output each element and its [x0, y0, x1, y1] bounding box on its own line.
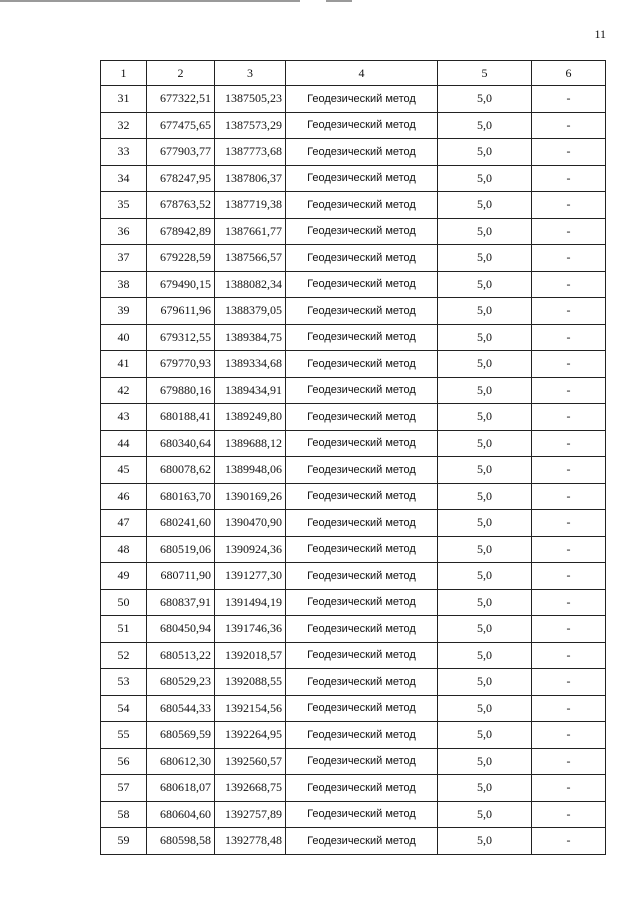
method-cell: Геодезический метод — [286, 589, 438, 616]
x-coordinate-cell: 679880,16 — [147, 377, 215, 404]
accuracy-cell: 5,0 — [438, 722, 532, 749]
accuracy-cell: 5,0 — [438, 828, 532, 855]
point-number-cell: 44 — [101, 430, 147, 457]
x-coordinate-cell: 679611,96 — [147, 298, 215, 325]
x-coordinate-cell: 678247,95 — [147, 165, 215, 192]
x-coordinate-cell: 680163,70 — [147, 483, 215, 510]
y-coordinate-cell: 1389434,91 — [215, 377, 286, 404]
point-number-cell: 57 — [101, 775, 147, 802]
note-cell: - — [532, 324, 606, 351]
method-cell: Геодезический метод — [286, 218, 438, 245]
y-coordinate-cell: 1390924,36 — [215, 536, 286, 563]
table-row — [101, 642, 606, 669]
y-coordinate-cell: 1389334,68 — [215, 351, 286, 378]
note-cell: - — [532, 589, 606, 616]
note-cell: - — [532, 457, 606, 484]
table-row — [101, 536, 606, 563]
accuracy-cell: 5,0 — [438, 165, 532, 192]
header-row — [101, 61, 606, 86]
note-cell: - — [532, 695, 606, 722]
method-cell: Геодезический метод — [286, 139, 438, 166]
accuracy-cell: 5,0 — [438, 271, 532, 298]
table-row — [101, 218, 606, 245]
x-coordinate-cell: 680837,91 — [147, 589, 215, 616]
x-coordinate-cell: 680519,06 — [147, 536, 215, 563]
y-coordinate-cell: 1389249,80 — [215, 404, 286, 431]
x-coordinate-cell: 680544,33 — [147, 695, 215, 722]
method-cell: Геодезический метод — [286, 457, 438, 484]
accuracy-cell: 5,0 — [438, 695, 532, 722]
x-coordinate-cell: 677903,77 — [147, 139, 215, 166]
note-cell: - — [532, 165, 606, 192]
y-coordinate-cell: 1389688,12 — [215, 430, 286, 457]
point-number-cell: 55 — [101, 722, 147, 749]
method-cell: Геодезический метод — [286, 748, 438, 775]
y-coordinate-cell: 1392018,57 — [215, 642, 286, 669]
y-coordinate-cell: 1391746,36 — [215, 616, 286, 643]
note-cell: - — [532, 86, 606, 113]
point-number-cell: 45 — [101, 457, 147, 484]
note-cell: - — [532, 828, 606, 855]
point-number-cell: 33 — [101, 139, 147, 166]
note-cell: - — [532, 563, 606, 590]
accuracy-cell: 5,0 — [438, 483, 532, 510]
accuracy-cell: 5,0 — [438, 377, 532, 404]
point-number-cell: 32 — [101, 112, 147, 139]
note-cell: - — [532, 218, 606, 245]
method-cell: Геодезический метод — [286, 722, 438, 749]
column-header-3: 3 — [215, 61, 286, 86]
point-number-cell: 37 — [101, 245, 147, 272]
accuracy-cell: 5,0 — [438, 139, 532, 166]
table-row — [101, 86, 606, 113]
x-coordinate-cell: 680188,41 — [147, 404, 215, 431]
x-coordinate-cell: 678763,52 — [147, 192, 215, 219]
y-coordinate-cell: 1387566,57 — [215, 245, 286, 272]
accuracy-cell: 5,0 — [438, 112, 532, 139]
page-number: 11 — [594, 27, 606, 41]
point-number-cell: 38 — [101, 271, 147, 298]
y-coordinate-cell: 1392778,48 — [215, 828, 286, 855]
table-row — [101, 271, 606, 298]
method-cell: Геодезический метод — [286, 801, 438, 828]
note-cell: - — [532, 642, 606, 669]
point-number-cell: 47 — [101, 510, 147, 537]
method-cell: Геодезический метод — [286, 377, 438, 404]
point-number-cell: 54 — [101, 695, 147, 722]
accuracy-cell: 5,0 — [438, 642, 532, 669]
y-coordinate-cell: 1390169,26 — [215, 483, 286, 510]
method-cell: Геодезический метод — [286, 298, 438, 325]
method-cell: Геодезический метод — [286, 192, 438, 219]
accuracy-cell: 5,0 — [438, 536, 532, 563]
accuracy-cell: 5,0 — [438, 298, 532, 325]
accuracy-cell: 5,0 — [438, 748, 532, 775]
table-row — [101, 298, 606, 325]
table-row — [101, 695, 606, 722]
accuracy-cell: 5,0 — [438, 351, 532, 378]
method-cell: Геодезический метод — [286, 245, 438, 272]
y-coordinate-cell: 1389948,06 — [215, 457, 286, 484]
table-row — [101, 112, 606, 139]
point-number-cell: 39 — [101, 298, 147, 325]
table-row — [101, 801, 606, 828]
note-cell: - — [532, 404, 606, 431]
y-coordinate-cell: 1391494,19 — [215, 589, 286, 616]
table-row — [101, 430, 606, 457]
table-row — [101, 563, 606, 590]
x-coordinate-cell: 680529,23 — [147, 669, 215, 696]
note-cell: - — [532, 192, 606, 219]
x-coordinate-cell: 680618,07 — [147, 775, 215, 802]
point-number-cell: 46 — [101, 483, 147, 510]
x-coordinate-cell: 677322,51 — [147, 86, 215, 113]
method-cell: Геодезический метод — [286, 271, 438, 298]
method-cell: Геодезический метод — [286, 695, 438, 722]
x-coordinate-cell: 679228,59 — [147, 245, 215, 272]
point-number-cell: 31 — [101, 86, 147, 113]
method-cell: Геодезический метод — [286, 536, 438, 563]
accuracy-cell: 5,0 — [438, 218, 532, 245]
point-number-cell: 52 — [101, 642, 147, 669]
table-row — [101, 775, 606, 802]
note-cell: - — [532, 510, 606, 537]
x-coordinate-cell: 680241,60 — [147, 510, 215, 537]
point-number-cell: 58 — [101, 801, 147, 828]
table-row — [101, 722, 606, 749]
column-header-5: 5 — [438, 61, 532, 86]
table-row — [101, 589, 606, 616]
table-row — [101, 165, 606, 192]
method-cell: Геодезический метод — [286, 404, 438, 431]
note-cell: - — [532, 669, 606, 696]
accuracy-cell: 5,0 — [438, 616, 532, 643]
x-coordinate-cell: 680513,22 — [147, 642, 215, 669]
method-cell: Геодезический метод — [286, 324, 438, 351]
point-number-cell: 34 — [101, 165, 147, 192]
table-row — [101, 192, 606, 219]
x-coordinate-cell: 680340,64 — [147, 430, 215, 457]
note-cell: - — [532, 245, 606, 272]
y-coordinate-cell: 1387661,77 — [215, 218, 286, 245]
table-row — [101, 377, 606, 404]
accuracy-cell: 5,0 — [438, 775, 532, 802]
method-cell: Геодезический метод — [286, 351, 438, 378]
method-cell: Геодезический метод — [286, 616, 438, 643]
x-coordinate-cell: 679490,15 — [147, 271, 215, 298]
column-header-4: 4 — [286, 61, 438, 86]
point-number-cell: 40 — [101, 324, 147, 351]
method-cell: Геодезический метод — [286, 510, 438, 537]
column-header-2: 2 — [147, 61, 215, 86]
method-cell: Геодезический метод — [286, 165, 438, 192]
x-coordinate-cell: 680604,60 — [147, 801, 215, 828]
accuracy-cell: 5,0 — [438, 563, 532, 590]
scan-top-rule — [0, 0, 300, 2]
method-cell: Геодезический метод — [286, 642, 438, 669]
point-number-cell: 59 — [101, 828, 147, 855]
scan-top-rule-fragment — [326, 0, 352, 2]
method-cell: Геодезический метод — [286, 86, 438, 113]
accuracy-cell: 5,0 — [438, 457, 532, 484]
x-coordinate-cell: 680078,62 — [147, 457, 215, 484]
y-coordinate-cell: 1392154,56 — [215, 695, 286, 722]
y-coordinate-cell: 1387505,23 — [215, 86, 286, 113]
accuracy-cell: 5,0 — [438, 245, 532, 272]
note-cell: - — [532, 775, 606, 802]
table-row — [101, 245, 606, 272]
y-coordinate-cell: 1392088,55 — [215, 669, 286, 696]
y-coordinate-cell: 1389384,75 — [215, 324, 286, 351]
note-cell: - — [532, 377, 606, 404]
point-number-cell: 53 — [101, 669, 147, 696]
method-cell: Геодезический метод — [286, 828, 438, 855]
x-coordinate-cell: 680711,90 — [147, 563, 215, 590]
note-cell: - — [532, 722, 606, 749]
column-header-6: 6 — [532, 61, 606, 86]
y-coordinate-cell: 1390470,90 — [215, 510, 286, 537]
y-coordinate-cell: 1392668,75 — [215, 775, 286, 802]
note-cell: - — [532, 351, 606, 378]
note-cell: - — [532, 112, 606, 139]
point-number-cell: 36 — [101, 218, 147, 245]
y-coordinate-cell: 1387719,38 — [215, 192, 286, 219]
column-header-1: 1 — [101, 61, 147, 86]
x-coordinate-cell: 679770,93 — [147, 351, 215, 378]
y-coordinate-cell: 1392757,89 — [215, 801, 286, 828]
y-coordinate-cell: 1388379,05 — [215, 298, 286, 325]
x-coordinate-cell: 677475,65 — [147, 112, 215, 139]
note-cell: - — [532, 536, 606, 563]
table-row — [101, 828, 606, 855]
table-row — [101, 324, 606, 351]
accuracy-cell: 5,0 — [438, 510, 532, 537]
point-number-cell: 48 — [101, 536, 147, 563]
table-row — [101, 351, 606, 378]
note-cell: - — [532, 748, 606, 775]
y-coordinate-cell: 1387573,29 — [215, 112, 286, 139]
table-body — [101, 86, 606, 855]
method-cell: Геодезический метод — [286, 112, 438, 139]
point-number-cell: 51 — [101, 616, 147, 643]
y-coordinate-cell: 1387806,37 — [215, 165, 286, 192]
x-coordinate-cell: 680598,58 — [147, 828, 215, 855]
accuracy-cell: 5,0 — [438, 669, 532, 696]
table-row — [101, 404, 606, 431]
method-cell: Геодезический метод — [286, 669, 438, 696]
x-coordinate-cell: 679312,55 — [147, 324, 215, 351]
y-coordinate-cell: 1391277,30 — [215, 563, 286, 590]
note-cell: - — [532, 298, 606, 325]
note-cell: - — [532, 271, 606, 298]
x-coordinate-cell: 678942,89 — [147, 218, 215, 245]
method-cell: Геодезический метод — [286, 430, 438, 457]
y-coordinate-cell: 1392264,95 — [215, 722, 286, 749]
point-number-cell: 42 — [101, 377, 147, 404]
note-cell: - — [532, 483, 606, 510]
accuracy-cell: 5,0 — [438, 192, 532, 219]
accuracy-cell: 5,0 — [438, 801, 532, 828]
point-number-cell: 35 — [101, 192, 147, 219]
method-cell: Геодезический метод — [286, 483, 438, 510]
table-row — [101, 483, 606, 510]
accuracy-cell: 5,0 — [438, 86, 532, 113]
accuracy-cell: 5,0 — [438, 430, 532, 457]
point-number-cell: 41 — [101, 351, 147, 378]
accuracy-cell: 5,0 — [438, 324, 532, 351]
note-cell: - — [532, 801, 606, 828]
table-row — [101, 510, 606, 537]
point-number-cell: 49 — [101, 563, 147, 590]
point-number-cell: 43 — [101, 404, 147, 431]
point-number-cell: 50 — [101, 589, 147, 616]
note-cell: - — [532, 616, 606, 643]
y-coordinate-cell: 1388082,34 — [215, 271, 286, 298]
table-row — [101, 669, 606, 696]
y-coordinate-cell: 1392560,57 — [215, 748, 286, 775]
x-coordinate-cell: 680612,30 — [147, 748, 215, 775]
accuracy-cell: 5,0 — [438, 589, 532, 616]
x-coordinate-cell: 680569,59 — [147, 722, 215, 749]
accuracy-cell: 5,0 — [438, 404, 532, 431]
coordinates-table — [100, 60, 606, 855]
method-cell: Геодезический метод — [286, 563, 438, 590]
table-row — [101, 139, 606, 166]
note-cell: - — [532, 139, 606, 166]
note-cell: - — [532, 430, 606, 457]
table-row — [101, 616, 606, 643]
y-coordinate-cell: 1387773,68 — [215, 139, 286, 166]
table-row — [101, 457, 606, 484]
point-number-cell: 56 — [101, 748, 147, 775]
method-cell: Геодезический метод — [286, 775, 438, 802]
x-coordinate-cell: 680450,94 — [147, 616, 215, 643]
table-row — [101, 748, 606, 775]
